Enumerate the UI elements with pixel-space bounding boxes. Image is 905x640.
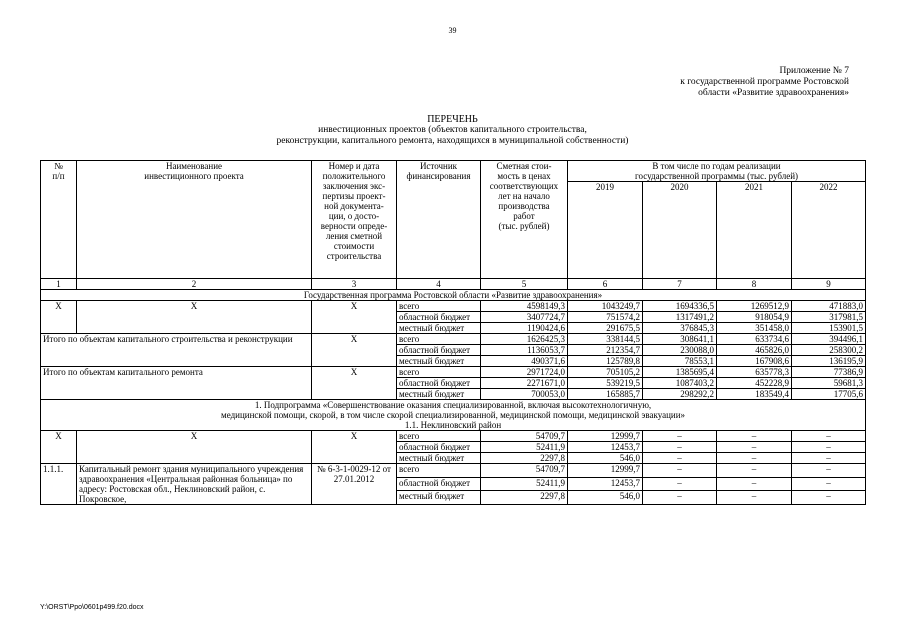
row-source: областной бюджет (397, 477, 481, 491)
header-line: № (54, 161, 63, 171)
column-number: 8 (717, 279, 792, 290)
row-doc: Х (312, 334, 397, 367)
row-2019: 546,0 (568, 453, 643, 464)
row-2020: – (643, 491, 717, 505)
row-2020: – (643, 464, 717, 478)
row-source: местный бюджет (397, 491, 481, 505)
section-row (41, 400, 866, 431)
header-line: инвестиционного проекта (144, 171, 244, 181)
row-name: Итого по объектам капитального ремонта (41, 367, 312, 400)
row-2019: 165885,7 (568, 389, 643, 400)
section-line: медицинской помощи, скорой, в том числе скорой специализированной, медицинской помощи, медицинской эвакуации» (221, 410, 686, 420)
row-num: Х (41, 431, 77, 464)
header-line: В том числе по годам реализации (652, 161, 781, 171)
header-year: 2022 (792, 182, 866, 279)
row-2021: 465826,0 (717, 345, 792, 356)
row-2019: 291675,5 (568, 323, 643, 334)
row-source: всего (397, 301, 481, 312)
document-title (0, 114, 905, 147)
row-source: областной бюджет (397, 345, 481, 356)
header-line: Сметная стои- (496, 161, 552, 171)
header-line: государственной программы (тыс. рублей) (635, 171, 799, 181)
header-line: пертизы проект- (322, 191, 386, 201)
row-cost: 2297,8 (481, 491, 568, 505)
row-doc: Х (312, 431, 397, 464)
section-district-title: 1.1. Неклиновский район (404, 420, 502, 430)
header-line: производства (498, 201, 550, 211)
row-2022: 77386,9 (792, 367, 866, 378)
header-year: 2019 (568, 182, 643, 279)
row-2020: – (643, 442, 717, 453)
column-number: 4 (397, 279, 481, 290)
row-2019: 125789,8 (568, 356, 643, 367)
row-source: местный бюджет (397, 323, 481, 334)
section-line: 1. Подпрограмма «Совершенствование оказания специализированной, включая высокотехнологичную, (254, 400, 652, 410)
title: ПЕРЕЧЕНЬ (427, 114, 478, 125)
row-source: всего (397, 367, 481, 378)
row-2020: 1087403,2 (643, 378, 717, 389)
row-source: местный бюджет (397, 453, 481, 464)
row-2022: – (792, 431, 866, 442)
header-year: 2021 (717, 182, 792, 279)
row-num: 1.1.1. (41, 464, 77, 505)
row-2020: 1317491,2 (643, 312, 717, 323)
section-row (41, 290, 866, 301)
investment-projects-table (40, 160, 866, 505)
row-2022: 17705,6 (792, 389, 866, 400)
row-2019: 539219,5 (568, 378, 643, 389)
column-number: 9 (792, 279, 866, 290)
row-2020: – (643, 431, 717, 442)
row-2019: 705105,2 (568, 367, 643, 378)
row-cost: 1136053,7 (481, 345, 568, 356)
row-2021: 351458,0 (717, 323, 792, 334)
appendix-note (609, 66, 849, 99)
row-2019: 1043249,7 (568, 301, 643, 312)
row-2022: 317981,5 (792, 312, 866, 323)
row-cost: 2271671,0 (481, 378, 568, 389)
row-2021: 452228,9 (717, 378, 792, 389)
header-source (397, 161, 481, 279)
appendix-line: к государственной программе Ростовской (680, 77, 849, 87)
appendix-line: Приложение № 7 (779, 66, 849, 76)
row-2020: 1385695,4 (643, 367, 717, 378)
row-cost: 54709,7 (481, 464, 568, 478)
page-number: 39 (448, 26, 457, 35)
header-row (41, 161, 866, 182)
row-2020: – (643, 453, 717, 464)
row-2022: 153901,5 (792, 323, 866, 334)
table-row (41, 431, 866, 442)
column-number: 1 (41, 279, 77, 290)
footer-file-path: Y:\ORST\Ppo\0601p499.f20.docx (40, 604, 144, 611)
row-doc: Х (312, 301, 397, 334)
row-cost: 490371,6 (481, 356, 568, 367)
header-line: ции, о досто- (328, 211, 380, 221)
row-2020: 376845,3 (643, 323, 717, 334)
header-line: положительного (322, 171, 386, 181)
row-2021: 1269512,9 (717, 301, 792, 312)
header-line: ления сметной (325, 231, 383, 241)
row-cost: 54709,7 (481, 431, 568, 442)
row-2022: 59681,3 (792, 378, 866, 389)
row-source: областной бюджет (397, 378, 481, 389)
header-line: Наименование (165, 161, 223, 171)
column-number: 2 (77, 279, 312, 290)
row-2021: – (717, 431, 792, 442)
table-header (41, 161, 866, 290)
row-2022: – (792, 464, 866, 478)
header-name (77, 161, 312, 279)
row-2019: 546,0 (568, 491, 643, 505)
appendix-line: области «Развитие здравоохранения» (698, 88, 849, 98)
row-2019: 12453,7 (568, 442, 643, 453)
row-cost: 4598149,3 (481, 301, 568, 312)
column-numbers-row (41, 279, 866, 290)
header-years-group (568, 161, 866, 182)
row-2021: 635778,3 (717, 367, 792, 378)
row-cost: 2971724,0 (481, 367, 568, 378)
row-2020: 1694336,5 (643, 301, 717, 312)
row-2022: – (792, 477, 866, 491)
row-2020: 298292,2 (643, 389, 717, 400)
subtitle-line: реконструкции, капитального ремонта, находящихся в муниципальной собственности) (276, 136, 629, 146)
row-source: всего (397, 431, 481, 442)
header-line: Источник (419, 161, 458, 171)
row-doc: № 6-3-1-0029-12 от 27.01.2012 (312, 464, 397, 505)
row-2019: 12999,7 (568, 431, 643, 442)
row-cost: 52411,9 (481, 477, 568, 491)
header-line: Номер и дата (328, 161, 380, 171)
header-line: стоимости (333, 241, 375, 251)
header-line: п/п (52, 171, 65, 181)
row-2019: 212354,7 (568, 345, 643, 356)
column-number: 5 (481, 279, 568, 290)
header-line: работ (513, 211, 535, 221)
header-line: финансирования (406, 171, 471, 181)
header-line: мость в ценах (497, 171, 551, 181)
row-2021: – (717, 453, 792, 464)
column-number: 3 (312, 279, 397, 290)
row-source: местный бюджет (397, 356, 481, 367)
column-number: 7 (643, 279, 717, 290)
row-source: областной бюджет (397, 442, 481, 453)
table-body (41, 290, 866, 505)
row-name: Итого по объектам капитального строительства и реконструкции (41, 334, 312, 367)
header-doc (312, 161, 397, 279)
row-cost: 52411,9 (481, 442, 568, 453)
row-cost: 2297,8 (481, 453, 568, 464)
header-cost (481, 161, 568, 279)
row-2022: – (792, 442, 866, 453)
header-line: заключения экс- (322, 181, 386, 191)
row-2021: – (717, 491, 792, 505)
row-2020: 308641,1 (643, 334, 717, 345)
header-num (41, 161, 77, 279)
row-source: всего (397, 464, 481, 478)
row-2020: – (643, 477, 717, 491)
row-source: местный бюджет (397, 389, 481, 400)
table-row (41, 301, 866, 312)
table-row (41, 334, 866, 345)
row-2020: 230088,0 (643, 345, 717, 356)
row-2021: 918054,9 (717, 312, 792, 323)
row-source: всего (397, 334, 481, 345)
row-cost: 3407724,7 (481, 312, 568, 323)
row-2022: 471883,0 (792, 301, 866, 312)
row-2021: – (717, 464, 792, 478)
row-cost: 1190424,6 (481, 323, 568, 334)
row-2019: 338144,5 (568, 334, 643, 345)
header-line: лет на начало (498, 191, 550, 201)
header-line: ной документа- (324, 201, 384, 211)
row-2022: – (792, 491, 866, 505)
row-2021: 183549,4 (717, 389, 792, 400)
column-number: 6 (568, 279, 643, 290)
row-2020: 78553,1 (643, 356, 717, 367)
table-row (41, 464, 866, 478)
header-line: соответствующих (489, 181, 559, 191)
row-name: Капитальный ремонт здания муниципального учреждения здравоохранения «Центральная районная больница» по адресу: Ростовская обл., Неклиновский район, с. Покровское, (77, 464, 312, 505)
row-num: Х (41, 301, 77, 334)
row-2021: – (717, 442, 792, 453)
row-2019: 12453,7 (568, 477, 643, 491)
row-2019: 12999,7 (568, 464, 643, 478)
header-year: 2020 (643, 182, 717, 279)
row-name: Х (77, 301, 312, 334)
row-cost: 700053,0 (481, 389, 568, 400)
header-line: верности опреде- (320, 221, 388, 231)
header-line: строительства (326, 251, 382, 261)
row-2021: 167908,6 (717, 356, 792, 367)
row-source: областной бюджет (397, 312, 481, 323)
section-subprogram-title (41, 400, 866, 431)
subtitle-line: инвестиционных проектов (объектов капитального строительства, (318, 125, 587, 135)
row-2019: 751574,2 (568, 312, 643, 323)
row-2021: – (717, 477, 792, 491)
row-name: Х (77, 431, 312, 464)
section-program-title: Государственная программа Ростовской области «Развитие здравоохранения» (41, 290, 866, 301)
row-2022: 394496,1 (792, 334, 866, 345)
row-cost: 1626425,3 (481, 334, 568, 345)
row-doc: Х (312, 367, 397, 400)
row-2021: 633734,6 (717, 334, 792, 345)
header-line: (тыс. рублей) (498, 221, 550, 231)
row-2022: 136195,9 (792, 356, 866, 367)
row-2022: – (792, 453, 866, 464)
table-row (41, 367, 866, 378)
row-2022: 258300,2 (792, 345, 866, 356)
